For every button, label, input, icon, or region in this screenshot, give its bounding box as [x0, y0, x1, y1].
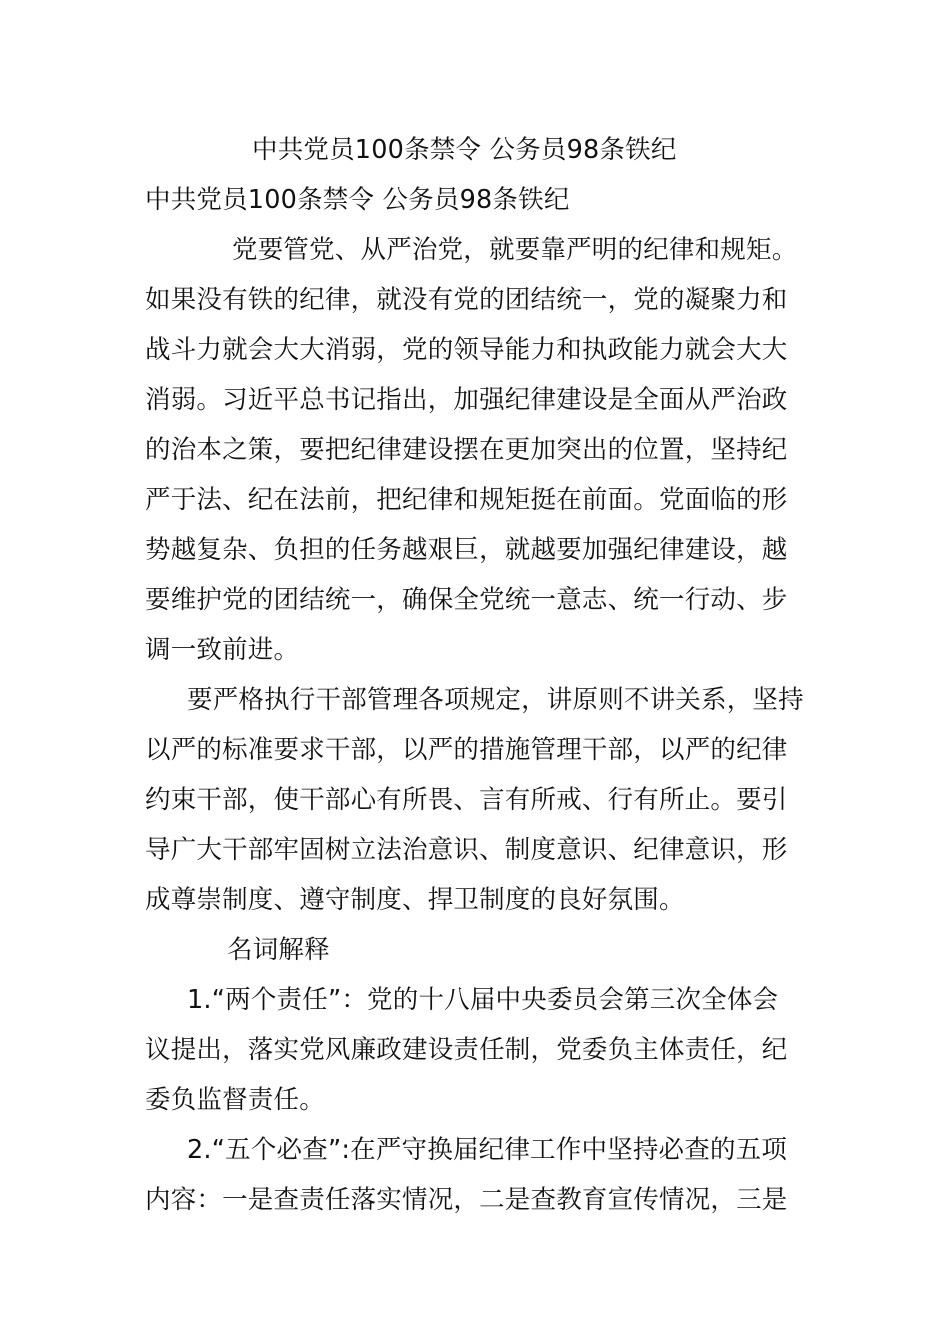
paragraph-line: 约束干部，使干部心有所畏、言有所戒、行有所止。要引	[145, 785, 788, 815]
glossary-item-line: 2.“五个必查”:在严守换届纪律工作中坚持必查的五项	[187, 1135, 788, 1165]
paragraph-line: 导广大干部牢固树立法治意识、制度意识、纪律意识，形	[145, 835, 788, 865]
paragraph-line: 以严的标准要求干部，以严的措施管理干部，以严的纪律	[145, 735, 788, 765]
paragraph-line: 要严格执行干部管理各项规定，讲原则不讲关系，坚持	[187, 685, 804, 715]
paragraph-line: 的治本之策，要把纪律建设摆在更加突出的位置，坚持纪	[145, 435, 788, 465]
glossary-item-line: 议提出，落实党风廉政建设责任制，党委负主体责任，纪	[145, 1035, 788, 1065]
glossary-item-line: 委负监督责任。	[145, 1085, 325, 1115]
glossary-item-line: 1.“两个责任”：党的十八届中央委员会第三次全体会	[187, 985, 779, 1015]
paragraph-line: 战斗力就会大大消弱，党的领导能力和执政能力就会大大	[145, 335, 788, 365]
paragraph-line: 要维护党的团结统一，确保全党统一意志、统一行动、步	[145, 585, 788, 615]
paragraph-line: 势越复杂、负担的任务越艰巨，就越要加强纪律建设，越	[145, 535, 788, 565]
glossary-item-line: 内容：一是查责任落实情况，二是查教育宣传情况，三是	[145, 1185, 788, 1215]
paragraph-line: 成尊崇制度、遵守制度、捍卫制度的良好氛围。	[145, 885, 685, 915]
paragraph-line: 消弱。习近平总书记指出，加强纪律建设是全面从严治政	[145, 385, 788, 415]
paragraph-line: 如果没有铁的纪律，就没有党的团结统一，党的凝聚力和	[145, 285, 788, 315]
document-title: 中共党员100条禁令 公务员98条铁纪	[252, 135, 677, 165]
glossary-heading: 名词解释	[227, 935, 330, 965]
document-subtitle: 中共党员100条禁令 公务员98条铁纪	[145, 185, 570, 215]
paragraph-line: 党要管党、从严治党，就要靠严明的纪律和规矩。	[232, 235, 798, 265]
paragraph-line: 调一致前进。	[145, 635, 300, 665]
paragraph-line: 严于法、纪在法前，把纪律和规矩挺在前面。党面临的形	[145, 485, 788, 515]
